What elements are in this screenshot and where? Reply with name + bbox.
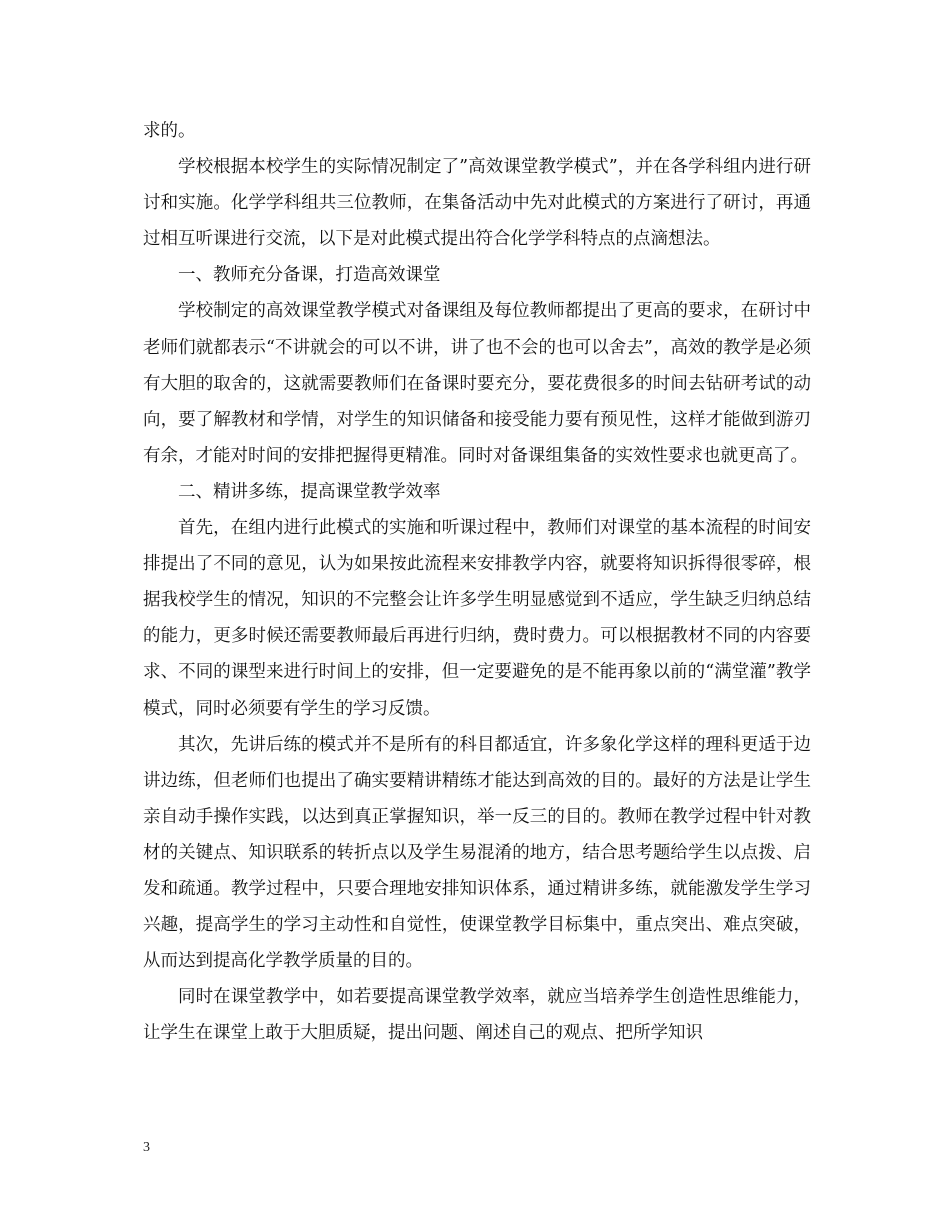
document-body — [143, 113, 811, 1051]
section-heading-1: 一、教师充分备课，打造高效课堂 — [178, 265, 441, 286]
section-heading-2: 二、精讲多练，提高课堂教学效率 — [178, 481, 441, 502]
paragraph-first: 首先，在组内进行此模式的实施和听课过程中，教师们对课堂的基本流程的时间安排提出了不同的意见，认为如果按此流程来安排教学内容，就要将知识拆得很零碎，根据我校学生的情况，知识的不完整会让许多学生明显感觉到不适应，学生缺乏归纳总结的能力，更多时候还需要教师最后再进行归纳，费时费力。可以根据教材不同的内容要求、不同的课型来进行时间上的安排，但一定要避免的是不能再象以前的“满堂灌”教学模式，同时必须要有学生的学习反馈。 — [143, 518, 811, 719]
paragraph-intro: 学校根据本校学生的实际情况制定了”高效课堂教学模式”，并在各学科组内进行研讨和实施。化学学科组共三位教师，在集备活动中先对此模式的方案进行了研讨，再通过相互听课进行交流，以下是对此模式提出符合化学学科特点的点滴想法。 — [143, 157, 811, 250]
paragraph-classroom: 同时在课堂教学中，如若要提高课堂教学效率，就应当培养学生创造性思维能力，让学生在课堂上敢于大胆质疑，提出问题、阐述自己的观点、把所学知识 — [143, 987, 811, 1044]
paragraph-section-1: 学校制定的高效课堂教学模式对备课组及每位教师都提出了更高的要求，在研讨中老师们就都表示“不讲就会的可以不讲，讲了也不会的也可以舍去”，高效的教学是必须有大胆的取舍的，这就需要教师们在备课时要充分，要花费很多的时间去钻研考试的动向，要了解教材和学情，对学生的知识储备和接受能力要有预见性，这样才能做到游刃有余，才能对时间的安排把握得更精准。同时对备课组集备的实效性要求也就更高了。 — [143, 301, 811, 466]
paragraph-second: 其次，先讲后练的模式并不是所有的科目都适宜，许多象化学这样的理科更适于边讲边练，但老师们也提出了确实要精讲精练才能达到高效的目的。最好的方法是让学生亲自动手操作实践，以达到真正掌握知识，举一反三的目的。教师在教学过程中针对教材的关键点、知识联系的转折点以及学生易混淆的地方，结合思考题给学生以点拨、启发和疏通。教学过程中，只要合理地安排知识体系，通过精讲多练，就能激发学生学习兴趣，提高学生的学习主动性和自觉性，使课堂教学目标集中，重点突出、难点突破，从而达到提高化学教学质量的目的。 — [143, 734, 811, 972]
paragraph-continuation: 求的。 — [143, 121, 196, 141]
page-number: 3 — [143, 1140, 150, 1155]
